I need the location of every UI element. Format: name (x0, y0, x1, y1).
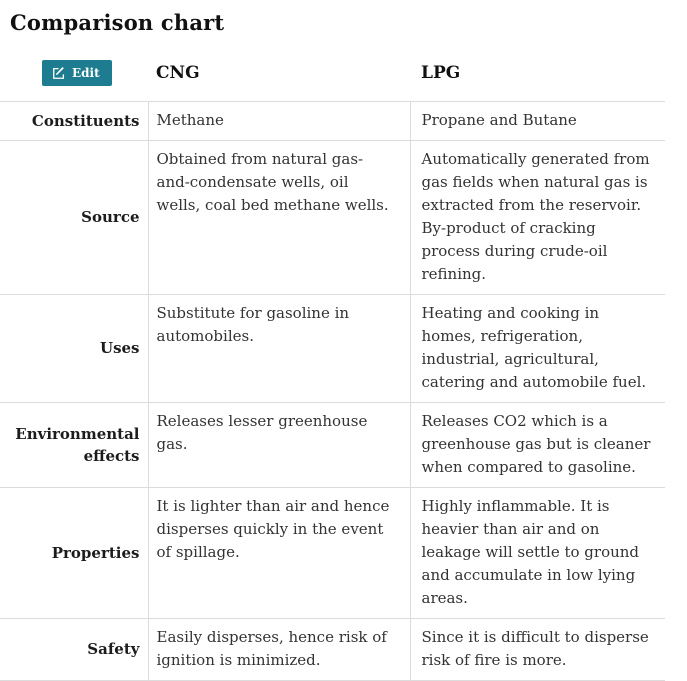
cng-cell: Obtained from natural gas-and-condensate wells, oil wells, coal bed methane wells. (148, 141, 410, 295)
table-header-row (0, 59, 687, 87)
column-header-lpg: LPG (421, 63, 461, 83)
lpg-cell: Heating and cooking in homes, refrigeration, industrial, agricultural, catering and automobile fuel. (410, 295, 665, 403)
row-label: Properties (51, 543, 140, 562)
row-label: Safety (87, 640, 140, 658)
cng-cell: Releases lesser greenhouse gas. (148, 403, 410, 488)
row-label: Environmental effects (15, 424, 140, 465)
table-row (0, 619, 665, 681)
edit-button[interactable] (42, 60, 112, 86)
lpg-cell: Automatically generated from gas fields when natural gas is extracted from the reservoir. By-product of cracking process during crude-oil refining. (410, 141, 665, 295)
lpg-cell: Since it is difficult to disperse risk of fire is more. (410, 619, 665, 681)
lpg-cell: Releases CO2 which is a greenhouse gas but is cleaner when compared to gasoline. (410, 403, 665, 488)
cng-cell: It is lighter than air and hence disperses quickly in the event of spillage. (148, 488, 410, 619)
cng-cell: Methane (148, 102, 410, 141)
comparison-table-body (0, 102, 665, 681)
table-row (0, 141, 665, 295)
edit-button-label: Edit (72, 66, 100, 80)
page-title: Comparison chart (10, 10, 225, 35)
row-label: Uses (99, 339, 140, 357)
cng-cell: Substitute for gasoline in automobiles. (148, 295, 410, 403)
lpg-cell: Highly inflammable. It is heavier than air and on leakage will settle to ground and accumulate in low lying areas. (410, 488, 665, 619)
table-row (0, 102, 665, 141)
row-label: Constituents (31, 111, 140, 130)
table-row (0, 488, 665, 619)
table-row (0, 403, 665, 488)
comparison-table (0, 101, 665, 681)
table-row (0, 295, 665, 403)
edit-button-cell (0, 60, 148, 86)
cng-cell: Easily disperses, hence risk of ignition is minimized. (148, 619, 410, 681)
edit-pencil-icon (52, 66, 66, 80)
column-header-cng: CNG (156, 63, 200, 83)
row-label: Source (81, 208, 140, 226)
lpg-cell: Propane and Butane (410, 102, 665, 141)
